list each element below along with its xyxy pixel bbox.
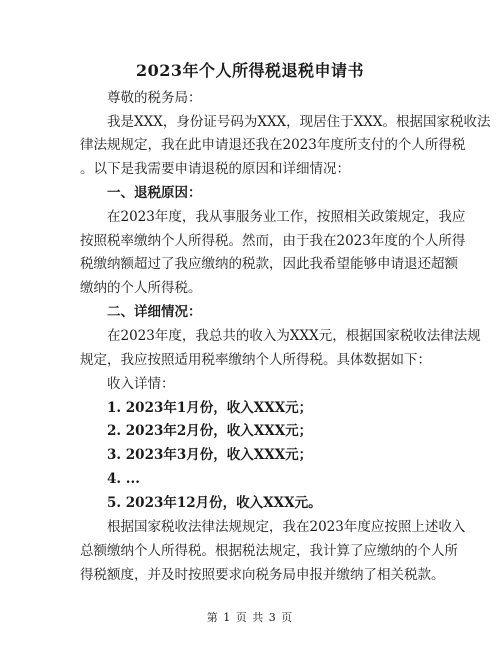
section2-heading: 二、详细情况： — [107, 304, 202, 320]
document-title: 2023年个人所得税退税申请书 — [135, 61, 365, 80]
page-number-footer: 第 1 页 共 3 页 — [206, 611, 294, 624]
closing-line-2: 总额缴纳个人所得税。根据税法规定，我计算了应缴纳的个人所 — [80, 543, 458, 559]
income-heading: 收入详情： — [107, 376, 175, 392]
intro-line-2: 律法规规定，我在此申请退还我在2023年度所支付的个人所得税 — [80, 137, 466, 153]
intro-line-1: 我是XXX，身份证号码为XXX，现居住于XXX。根据国家税收法 — [107, 114, 491, 130]
section1-line-3: 税缴纳额超过了我应缴纳的税款，因此我希望能够申请退还超额 — [80, 256, 458, 272]
section1-heading: 一、退税原因： — [107, 185, 202, 201]
section2-line-2: 规定，我应按照适用税率缴纳个人所得税。具体数据如下： — [80, 352, 431, 368]
income-item-5: 5. 2023年12月份，收入XXX元。 — [107, 495, 322, 511]
section1-line-1: 在2023年度，我从事服务业工作，按照相关政策规定，我应 — [107, 209, 466, 225]
income-item-2: 2. 2023年2月份，收入XXX元； — [107, 423, 313, 439]
income-item-4: 4. ... — [107, 471, 140, 487]
income-item-3: 3. 2023年3月份，收入XXX元； — [107, 447, 313, 463]
income-item-1: 1. 2023年1月份，收入XXX元； — [107, 400, 313, 416]
section1-line-4: 缴纳的个人所得税。 — [80, 280, 202, 296]
closing-line-1: 根据国家税收法律法规规定，我在2023年度应按照上述收入 — [107, 519, 466, 535]
section1-line-2: 按照税率缴纳个人所得税。然而，由于我在2023年度的个人所得 — [80, 233, 466, 249]
section2-line-1: 在2023年度，我总共的收入为XXX元，根据国家税收法律法规 — [107, 328, 481, 344]
salutation: 尊敬的税务局： — [107, 90, 202, 106]
intro-line-3: 。以下是我需要申请退税的原因和详细情况： — [80, 161, 350, 177]
closing-line-3: 得税额度，并及时按照要求向税务局申报并缴纳了相关税款。 — [80, 567, 445, 583]
